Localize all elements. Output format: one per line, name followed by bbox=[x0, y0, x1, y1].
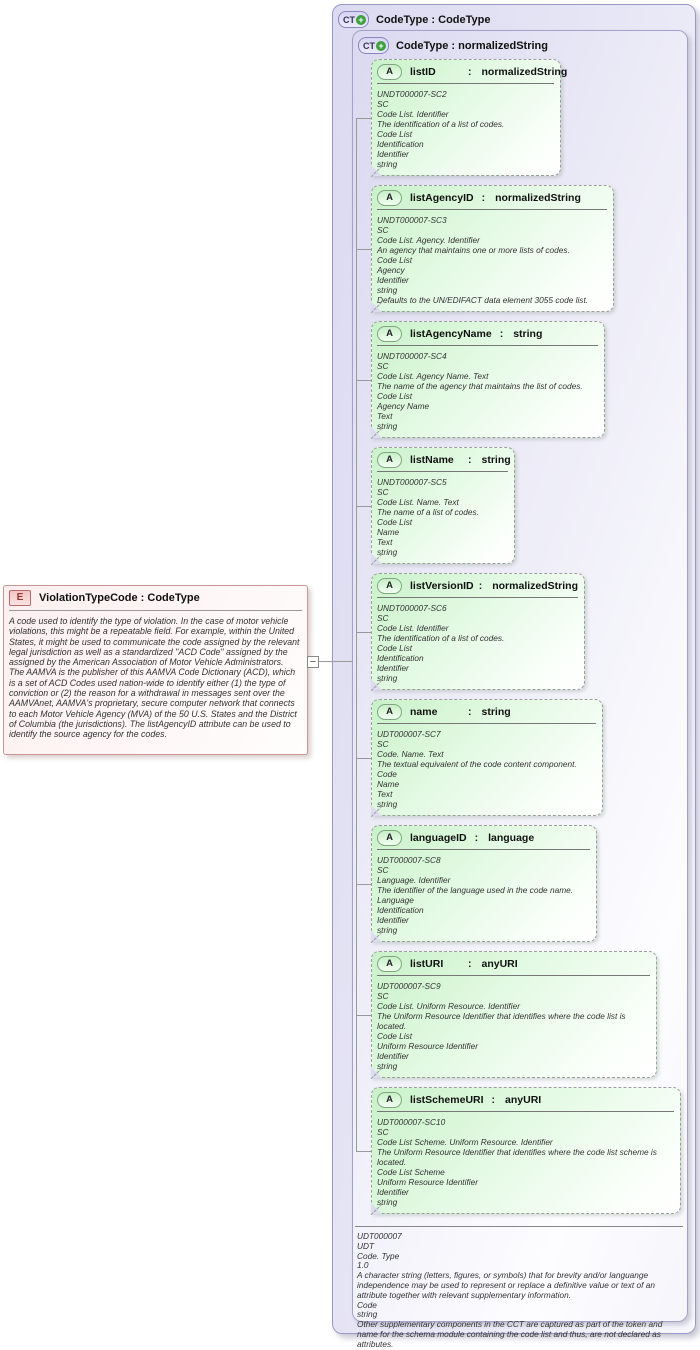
description-line: UDT000007-SC9 bbox=[377, 981, 441, 991]
attribute-type: string bbox=[481, 454, 511, 466]
description-line: Identification bbox=[377, 653, 424, 663]
description-line: The Uniform Resource Identifier that identifies where the code list is located. bbox=[377, 1011, 626, 1031]
attribute-box[interactable] bbox=[371, 321, 605, 438]
attribute-type: normalizedString bbox=[481, 66, 568, 78]
attribute-name: languageID bbox=[410, 832, 467, 844]
attribute-header bbox=[372, 700, 602, 722]
description-line: Code List bbox=[377, 129, 413, 139]
footer-line: Other supplementary components in the CCT are captured as part of the token and name for the schema module containing the code list and thus, are not declared as attributes. bbox=[357, 1319, 663, 1349]
description-line: string bbox=[377, 673, 398, 683]
attribute-type-separator: : bbox=[478, 580, 483, 592]
description-line: SC bbox=[377, 865, 389, 875]
description-line: Uniform Resource Identifier bbox=[377, 1041, 478, 1051]
attribute-icon: A bbox=[377, 956, 402, 972]
description-line: Text bbox=[377, 789, 393, 799]
relation-connector-line bbox=[319, 661, 353, 662]
description-line: string bbox=[377, 799, 398, 809]
description-line: UDT000007-SC10 bbox=[377, 1117, 446, 1127]
complextype-icon bbox=[338, 11, 369, 28]
attribute-type-separator: : bbox=[481, 192, 486, 204]
description-line: Code. Name. Text bbox=[377, 749, 444, 759]
attribute-description bbox=[372, 724, 602, 815]
description-line: Code List. Identifier bbox=[377, 109, 449, 119]
attribute-header bbox=[372, 826, 596, 848]
attribute-description bbox=[372, 346, 604, 437]
description-line: The name of the agency that maintains the list of codes. bbox=[377, 381, 583, 391]
description-line: Name bbox=[377, 527, 400, 537]
expand-icon[interactable]: + bbox=[356, 15, 366, 25]
footer-annotation bbox=[355, 1226, 683, 1350]
element-icon: E bbox=[9, 590, 31, 606]
attribute-box[interactable] bbox=[371, 825, 597, 942]
description-line: Uniform Resource Identifier bbox=[377, 1177, 478, 1187]
description-line: Identifier bbox=[377, 149, 409, 159]
description-line: Code List bbox=[377, 643, 413, 653]
attribute-name: listAgencyName bbox=[410, 328, 492, 340]
complextype-icon-label: CT bbox=[343, 14, 355, 25]
description-line: UNDT000007-SC4 bbox=[377, 351, 447, 361]
inner-title: CodeType : normalizedString bbox=[396, 39, 548, 52]
description-line: Code List. Name. Text bbox=[377, 497, 459, 507]
description-line: Code bbox=[377, 769, 397, 779]
attribute-description bbox=[372, 210, 613, 311]
description-line: Agency Name bbox=[377, 401, 430, 411]
attribute-header bbox=[372, 448, 514, 470]
attribute-icon: A bbox=[377, 830, 402, 846]
description-line: The name of a list of codes. bbox=[377, 507, 479, 517]
outer-header bbox=[333, 5, 695, 32]
attribute-icon: A bbox=[377, 1092, 402, 1108]
description-line: Text bbox=[377, 537, 393, 547]
description-line: Defaults to the UN/EDIFACT data element 3055 code list. bbox=[377, 295, 589, 305]
attribute-icon: A bbox=[377, 452, 402, 468]
attribute-type-separator: : bbox=[468, 958, 472, 970]
attribute-box[interactable] bbox=[371, 699, 603, 816]
description-line: Code List. Uniform Resource. Identifier bbox=[377, 1001, 520, 1011]
description-line: Language. Identifier bbox=[377, 875, 451, 885]
description-line: The identifier of the language used in the code name. bbox=[377, 885, 574, 895]
description-line: The identification of a list of codes. bbox=[377, 633, 505, 643]
attribute-type-separator: : bbox=[474, 832, 479, 844]
complextype-node-codetype-outer[interactable] bbox=[332, 4, 696, 1349]
complextype-node-codetype-inner[interactable] bbox=[352, 30, 688, 1349]
attribute-header bbox=[372, 186, 613, 208]
attribute-box[interactable] bbox=[371, 1087, 681, 1214]
element-description: A code used to identify the type of violation. In the case of motor vehicle violations, this might be a repeatable field. For example, within the United States, it might be used to communicate the code assigned by the relevant legal jurisdiction as well as a standardized "ACD Code" assigned by the assigned by the American Association of Motor Vehicle Administrators. The AAMVA is the publisher of this AAMVA Code Dictionary (ACD), which is a set of ACD Codes used nation-wide to identify either (1) the type of conviction or (2) the reason for a withdrawal in messages sent over the AAMVAnet, AAMVA's proprietary, secure computer network that connects to each Motor Vehicle Agency (MVA) of the 50 U.S. States and the District of Columbia (the jurisdictions). The listAgencyID attribute can be used to identify the source agency for the codes. bbox=[9, 616, 300, 740]
description-line: Code List. Agency Name. Text bbox=[377, 371, 489, 381]
attribute-name: listURI bbox=[410, 958, 444, 970]
attribute-icon: A bbox=[377, 190, 402, 206]
description-line: Identifier bbox=[377, 1051, 409, 1061]
attribute-type-separator: : bbox=[468, 66, 472, 78]
description-line: The Uniform Resource Identifier that identifies where the code list scheme is located. bbox=[377, 1147, 657, 1167]
description-line: SC bbox=[377, 225, 389, 235]
description-line: Code List bbox=[377, 391, 413, 401]
description-line: SC bbox=[377, 739, 389, 749]
attribute-icon: A bbox=[377, 578, 402, 594]
description-line: SC bbox=[377, 991, 389, 1001]
description-line: Code List bbox=[377, 1031, 413, 1041]
tree-vertical-line bbox=[356, 118, 357, 1151]
attribute-type-separator: : bbox=[468, 454, 472, 466]
complextype-icon bbox=[358, 37, 389, 54]
attribute-type-separator: : bbox=[491, 1094, 496, 1106]
element-title: ViolationTypeCode : CodeType bbox=[39, 592, 200, 604]
attribute-name: listSchemeURI bbox=[410, 1094, 484, 1106]
description-line: Identification bbox=[377, 139, 424, 149]
description-line: Identifier bbox=[377, 915, 409, 925]
expand-icon[interactable]: + bbox=[376, 41, 386, 51]
attribute-type: string bbox=[481, 706, 511, 718]
description-line: string bbox=[377, 547, 398, 557]
attribute-icon: A bbox=[377, 64, 402, 80]
attribute-box[interactable] bbox=[371, 59, 568, 176]
description-line: string bbox=[377, 285, 398, 295]
attribute-type: normalizedString bbox=[495, 192, 581, 204]
description-line: SC bbox=[377, 613, 389, 623]
description-line: Name bbox=[377, 779, 400, 789]
description-line: UNDT000007-SC3 bbox=[377, 215, 447, 225]
footer-line: 1.0 bbox=[357, 1260, 369, 1271]
attribute-type: language bbox=[488, 832, 535, 844]
attribute-name: listID bbox=[410, 66, 436, 78]
attribute-name: listAgencyID bbox=[410, 192, 474, 204]
description-line: string bbox=[377, 421, 398, 431]
description-line: Text bbox=[377, 411, 393, 421]
attribute-icon: A bbox=[377, 326, 402, 342]
attribute-type-separator: : bbox=[499, 328, 504, 340]
attribute-type-separator: : bbox=[468, 706, 472, 718]
footer-line: UDT000007 bbox=[357, 1231, 402, 1241]
attribute-box[interactable] bbox=[371, 573, 585, 690]
attributes-container bbox=[353, 59, 687, 1214]
description-line: SC bbox=[377, 99, 389, 109]
description-line: Code List Scheme. Uniform Resource. Identifier bbox=[377, 1137, 553, 1147]
description-line: Identifier bbox=[377, 663, 409, 673]
description-line: Identifier bbox=[377, 1187, 409, 1197]
attribute-header bbox=[372, 60, 568, 82]
description-line: SC bbox=[377, 487, 389, 497]
description-line: The identification of a list of codes. bbox=[377, 119, 505, 129]
complextype-icon-label: CT bbox=[363, 40, 375, 51]
element-header bbox=[4, 586, 307, 609]
attribute-description bbox=[372, 598, 584, 689]
element-node-violationtypecode[interactable] bbox=[3, 585, 308, 755]
description-line: Code List bbox=[377, 255, 413, 265]
footer-line: UDT bbox=[357, 1240, 375, 1251]
description-line: Code List Scheme bbox=[377, 1167, 445, 1177]
description-line: UNDT000007-SC5 bbox=[377, 477, 447, 487]
attribute-type: anyURI bbox=[505, 1094, 542, 1106]
description-line: SC bbox=[377, 1127, 389, 1137]
description-line: string bbox=[377, 1061, 398, 1071]
description-line: UNDT000007-SC6 bbox=[377, 603, 447, 613]
attribute-type: string bbox=[513, 328, 543, 340]
description-line: Identification bbox=[377, 905, 424, 915]
description-line: Code List bbox=[377, 517, 413, 527]
description-line: The textual equivalent of the code content component. bbox=[377, 759, 577, 769]
attribute-header bbox=[372, 952, 656, 974]
description-line: Code List. Identifier bbox=[377, 623, 449, 633]
footer-line: Code. Type bbox=[357, 1250, 400, 1261]
inner-header bbox=[353, 31, 687, 58]
description-line: Code List. Agency. Identifier bbox=[377, 235, 480, 245]
outer-title: CodeType : CodeType bbox=[376, 13, 491, 26]
attribute-box[interactable] bbox=[371, 447, 515, 564]
attribute-type: anyURI bbox=[481, 958, 518, 970]
description-line: An agency that maintains one or more lists of codes. bbox=[377, 245, 570, 255]
footer-line: A character string (letters, figures, or symbols) that for brevity and/or languange independence may be used to represent or replace a definitive value or text of an attribute together with relevant supplementary information. bbox=[357, 1270, 655, 1300]
attribute-description bbox=[372, 976, 656, 1077]
description-line: UDT000007-SC7 bbox=[377, 729, 441, 739]
description-line: UDT000007-SC8 bbox=[377, 855, 441, 865]
attribute-name: listVersionID bbox=[410, 580, 474, 592]
description-line: string bbox=[377, 159, 398, 169]
footer-line: Code bbox=[357, 1299, 377, 1310]
attribute-description bbox=[372, 1112, 680, 1213]
description-line: Identifier bbox=[377, 275, 409, 285]
description-line: UNDT000007-SC2 bbox=[377, 89, 447, 99]
attribute-box[interactable] bbox=[371, 951, 657, 1078]
collapse-icon[interactable]: − bbox=[307, 656, 319, 668]
description-line: Language bbox=[377, 895, 414, 905]
attribute-icon: A bbox=[377, 704, 402, 720]
attribute-header bbox=[372, 574, 584, 596]
description-line: SC bbox=[377, 361, 389, 371]
attribute-box[interactable] bbox=[371, 185, 614, 312]
attribute-description bbox=[372, 472, 514, 563]
attribute-name: listName bbox=[410, 454, 454, 466]
description-line: Agency bbox=[377, 265, 405, 275]
description-line: string bbox=[377, 925, 398, 935]
attribute-header bbox=[372, 322, 604, 344]
attribute-description bbox=[372, 850, 596, 941]
attribute-header bbox=[372, 1088, 680, 1110]
footer-line: string bbox=[357, 1309, 378, 1320]
attribute-description bbox=[372, 84, 560, 175]
attribute-name: name bbox=[410, 706, 438, 718]
separator bbox=[9, 610, 302, 611]
description-line: string bbox=[377, 1197, 398, 1207]
attribute-type: normalizedString bbox=[492, 580, 578, 592]
